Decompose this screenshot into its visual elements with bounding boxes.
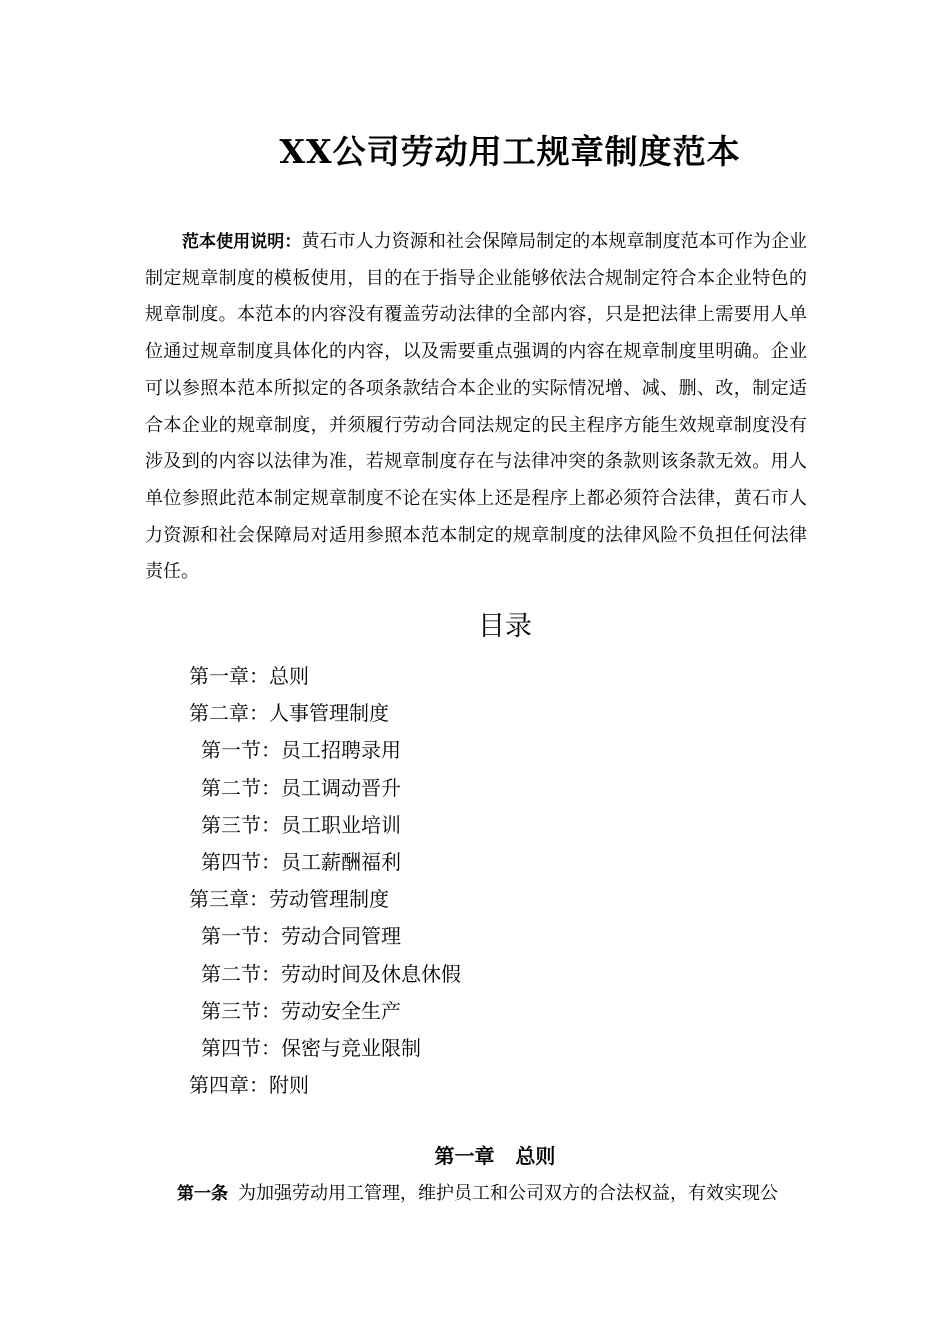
usage-note-paragraph (145, 224, 807, 591)
toc-entry-chapter[interactable]: 第一章：总则 (189, 664, 309, 688)
document-title: XX公司劳动用工规章制度范本 (279, 132, 741, 171)
table-of-contents (189, 658, 461, 1104)
toc-title: 目录 (478, 611, 532, 642)
article-number: 第一条 (177, 1184, 228, 1204)
usage-note-text: 黄石市人力资源和社会保障局制定的本规章制度范本可作为企业制定规章制度的模板使用，目的在于指导企业能够依法合规制定符合本企业特色的规章制度。本范本的内容没有覆盖劳动法律的全部内容，只是把法律上需要用人单位通过规章制度具体化的内容，以及需要重点强调的内容在规章制度里明确。企业可以参照本范本所拟定的各项条款结合本企业的实际情况增、减、删、改，制定适合本企业的规章制度，并须履行劳动合同法规定的民主程序方能生效规章制度没有涉及到的内容以法律为准，若规章制度存在与法律冲突的条款则该条款无效。用人单位参照此范本制定规章制度不论在实体上还是程序上都必须符合法律，黄石市人力资源和社会保障局对适用参照本范本制定的规章制度的法律风险不负担任何法律责任。 (145, 231, 808, 583)
toc-entry-section[interactable]: 第二节：员工调动晋升 (201, 775, 401, 800)
toc-entry-section[interactable]: 第二节：劳动时间及休息休假 (201, 961, 461, 986)
toc-entry-section[interactable]: 第三节：劳动安全生产 (201, 998, 401, 1023)
toc-entry-section[interactable]: 第四节：员工薪酬福利 (201, 849, 401, 874)
article-text: 为加强劳动用工管理，维护员工和公司双方的合法权益，有效实现公 (238, 1183, 778, 1204)
toc-entry-section[interactable]: 第三节：员工职业培训 (201, 812, 401, 837)
chapter-heading: 第一章 总则 (434, 1144, 556, 1168)
article-paragraph (177, 1177, 817, 1211)
usage-note-lead: 范本使用说明： (182, 232, 302, 252)
toc-entry-section[interactable]: 第一节：劳动合同管理 (201, 924, 401, 949)
toc-entry-chapter[interactable]: 第三章：劳动管理制度 (189, 887, 389, 912)
toc-entry-section[interactable]: 第一节：员工招聘录用 (201, 738, 401, 763)
toc-entry-chapter[interactable]: 第四章：附则 (189, 1073, 309, 1098)
toc-entry-section[interactable]: 第四节：保密与竞业限制 (201, 1035, 421, 1060)
toc-entry-chapter[interactable]: 第二章：人事管理制度 (189, 701, 389, 726)
